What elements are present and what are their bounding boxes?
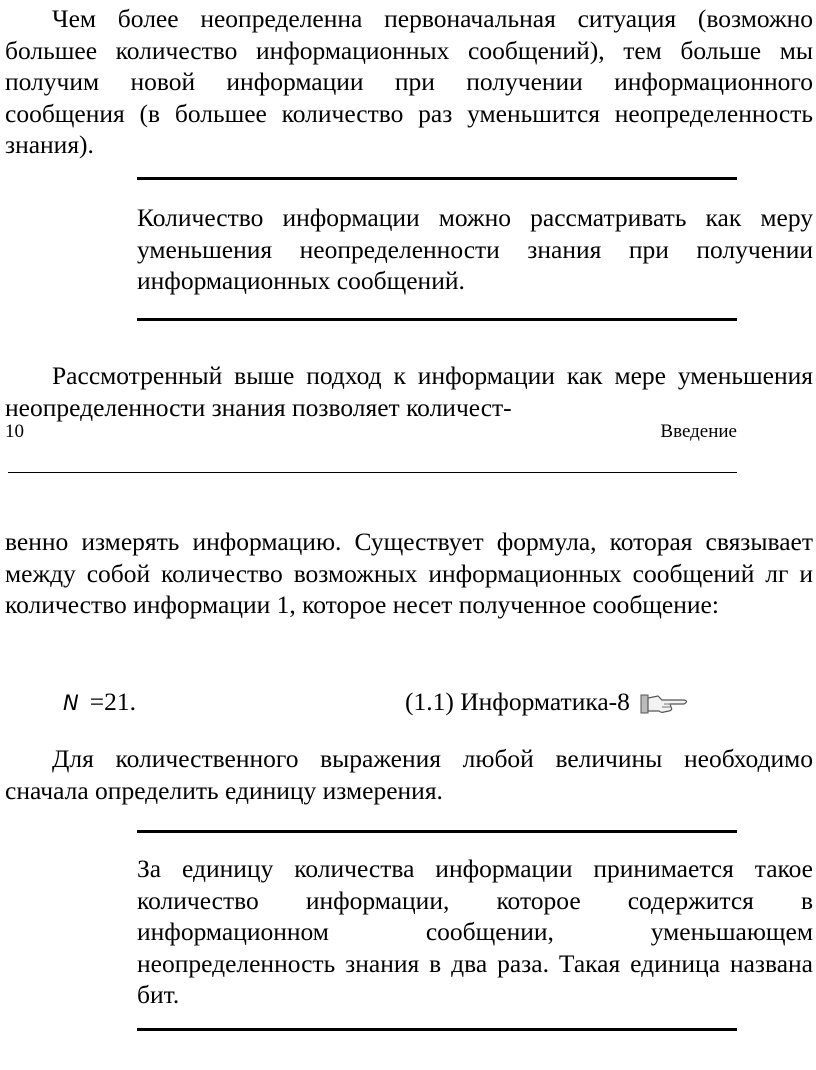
formula-line [63, 686, 713, 722]
box-rule-bottom [137, 318, 737, 321]
box-rule-top-2 [137, 830, 737, 833]
paragraph-intro: Чем более неопределенна первоначальная ситуация (возможно большее количество информационных сообщений), тем больше мы получим новой информации при получении информационного сообщения (в большее количество раз уменьшится неопределенность знания). [5, 4, 813, 159]
formula-number: (1.1) Информатика-8 [405, 687, 630, 716]
pointing-hand-icon [640, 692, 692, 716]
running-title: Введение [660, 421, 737, 442]
formula-lhs: N [63, 691, 80, 715]
definition-box-2: За единицу количества информации принимается такое количество информации, которое содержится в информационном сообщении, уменьшающем неопределенность знания в два раза. Такая единица названа бит. [137, 854, 813, 1009]
formula-rhs: 21. [104, 687, 136, 716]
box-rule-top [137, 177, 737, 180]
paragraph-unit: Для количественного выражения любой величины необходимо сначала определить единицу измерения. [5, 744, 813, 805]
formula-equals: = [89, 687, 105, 716]
paragraph-formula-intro: венно измерять информацию. Существует формула, которая связывает между собой количество возможных информационных сообщений лг и количество информации 1, которое несет полученное сообщение: [5, 527, 813, 619]
definition-box-1: Количество информации можно рассматривать как меру уменьшения неопределенности знания при получении информационных сообщений. [137, 203, 813, 295]
box-rule-bottom-2 [137, 1028, 737, 1031]
paragraph-approach: Рассмотренный выше подход к информации как мере уменьшения неопределенности знания позволяет количест- [5, 361, 813, 422]
footer-divider [8, 472, 737, 473]
page-number: 10 [5, 421, 24, 442]
